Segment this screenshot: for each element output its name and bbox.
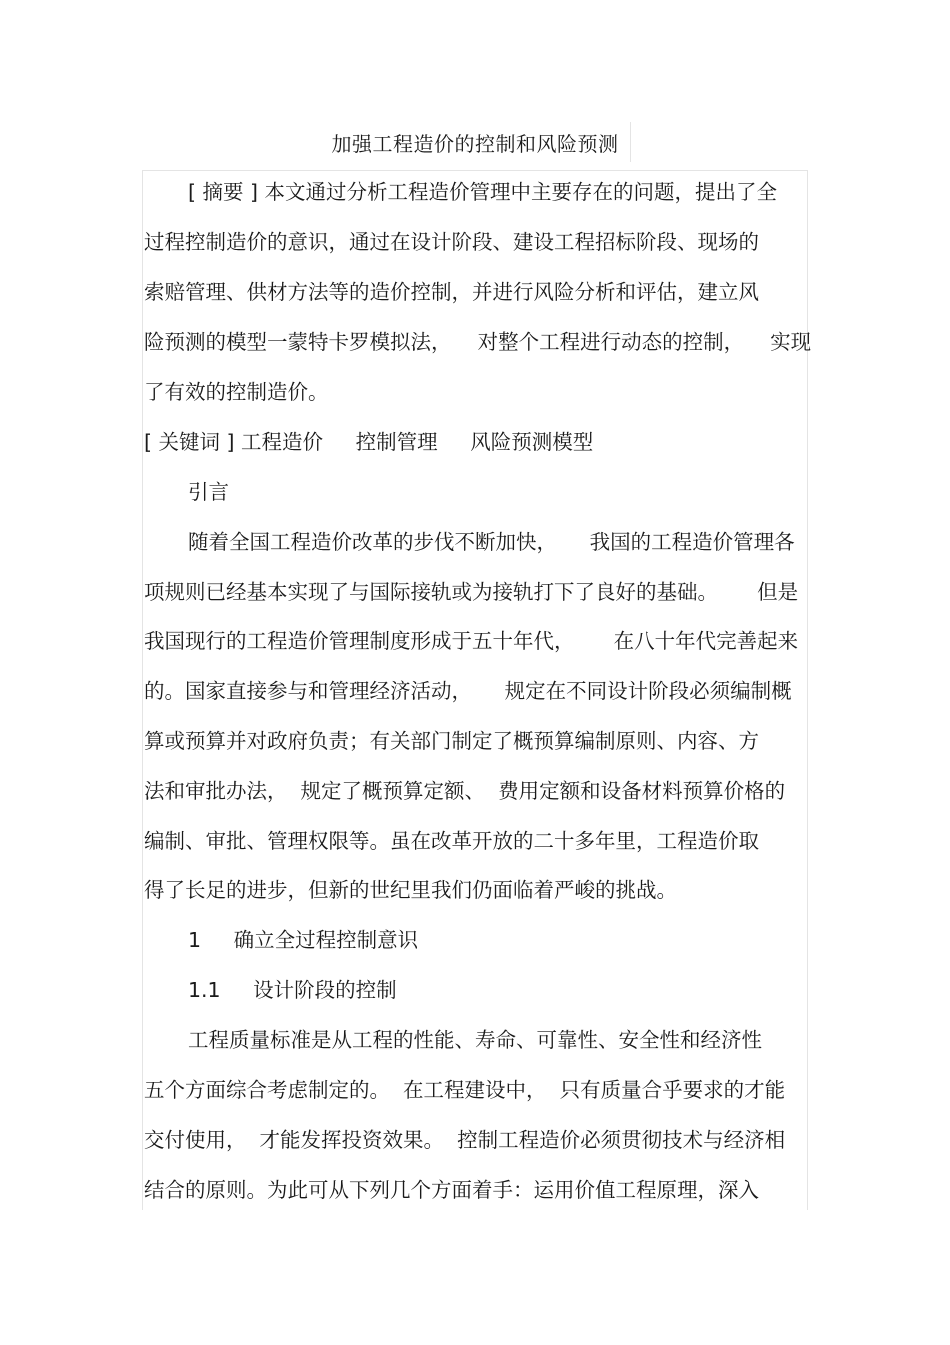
body-line-7: 编制、审批、管理权限等。虽在改革开放的二十多年里，工程造价取 [144,829,759,853]
keywords-line: [ 关键词 ] 工程造价 控制管理 风险预测模型 [144,430,594,454]
abstract-line-5: 了有效的控制造价。 [144,380,329,404]
body-line-5: 算或预算并对政府负责；有关部门制定了概预算编制原则、内容、方 [144,729,759,753]
section-body-line-4: 结合的原则。为此可从下列几个方面着手：运用价值工程原理，深入 [144,1178,759,1202]
abstract-line-4: 险预测的模型一蒙特卡罗模拟法， 对整个工程进行动态的控制， 实现 [144,330,812,354]
frame-line-right [807,170,808,1210]
section-body-line-3: 交付使用， 才能发挥投资效果。 控制工程造价必须贯彻技术与经济相 [144,1128,786,1152]
section-body-line-2: 五个方面综合考虑制定的。 在工程建设中， 只有质量合乎要求的才能 [144,1078,786,1102]
frame-line-top [142,170,808,171]
body-line-6: 法和审批办法， 规定了概预算定额、 费用定额和设备材料预算价格的 [144,779,786,803]
intro-heading: 引言 [188,480,229,504]
body-line-3: 我国现行的工程造价管理制度形成于五十年代， 在八十年代完善起来 [144,629,799,653]
body-line-2: 项规则已经基本实现了与国际接轨或为接轨打下了良好的基础。 但是 [144,580,799,604]
section-body-line-1: 工程质量标准是从工程的性能、寿命、可靠性、安全性和经济性 [188,1028,762,1052]
section-1-1-heading: 1.1 设计阶段的控制 [188,978,397,1002]
frame-line-left [142,170,143,1210]
abstract-line-2: 过程控制造价的意识，通过在设计阶段、建设工程招标阶段、现场的 [144,230,759,254]
document-title: 加强工程造价的控制和风险预测 [331,132,619,156]
body-line-4: 的。国家直接参与和管理经济活动， 规定在不同设计阶段必须编制概 [144,679,792,703]
section-1-heading: 1 确立全过程控制意识 [188,928,419,952]
body-line-1: 随着全国工程造价改革的步伐不断加快， 我国的工程造价管理各 [188,530,795,554]
abstract-line-3: 索赔管理、供材方法等的造价控制，并进行风险分析和评估，建立风 [144,280,759,304]
body-line-8: 得了长足的进步，但新的世纪里我们仍面临着严峻的挑战。 [144,878,677,902]
abstract-line-1: [ 摘要 ] 本文通过分析工程造价管理中主要存在的问题，提出了全 [188,180,778,204]
